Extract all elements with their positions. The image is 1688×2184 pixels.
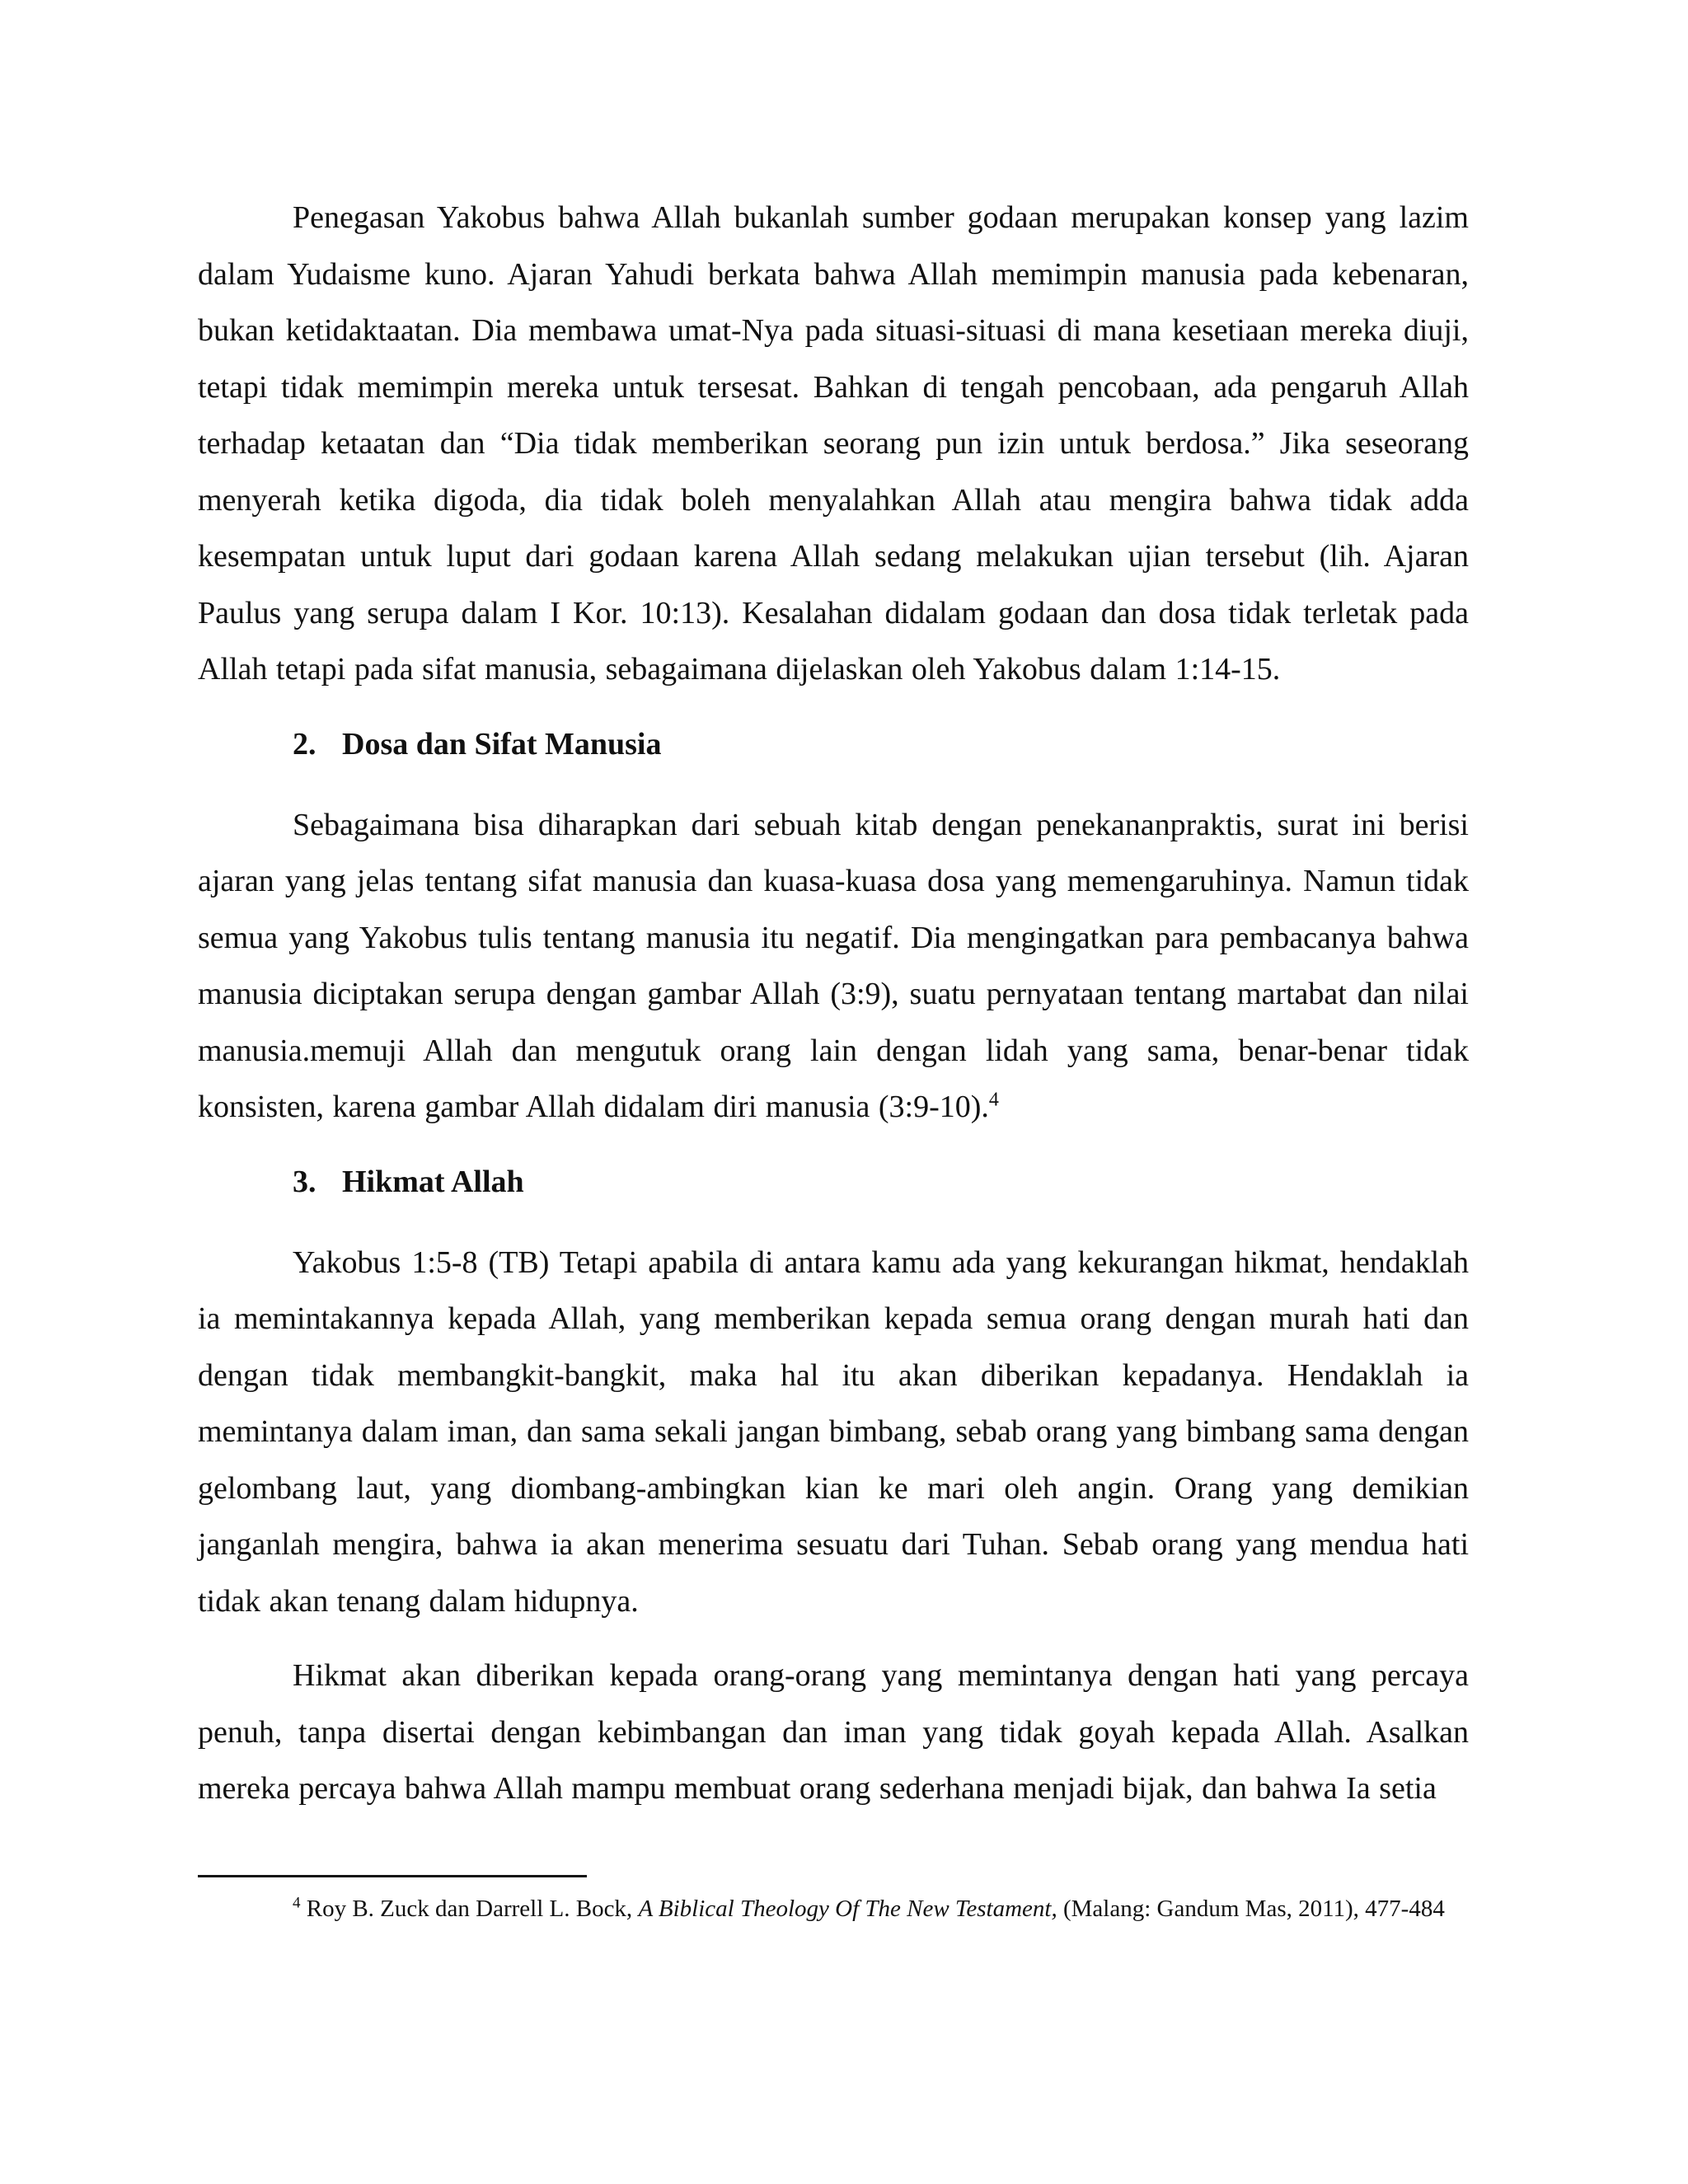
section-number: 2. [293,726,316,762]
paragraph-text: Hikmat akan diberikan kepada orang-orang yang memintanya dengan hati yang percaya penuh, tanpa disertai dengan kebimbangan dan iman yang tidak goyah kepada Allah. Asalkan mereka percaya bahwa Allah mampu membuat orang sederhana menjadi bijak, dan bahwa Ia setia [198,1658,1469,1806]
footnote [198,1892,1469,1925]
paragraph-hikmat [198,1647,1469,1817]
paragraph-text: Sebagaimana bisa diharapkan dari sebuah kitab dengan penekananpraktis, surat ini berisi ajaran yang jelas tentang sifat manusia dan kuasa-kuasa dosa yang memengaruhinya. Namun tidak semua yang Yakobus tulis tentang manusia itu negatif. Dia mengingatkan para pembacanya bahwa manusia diciptakan serupa dengan gambar Allah (3:9), suatu pernyataan tentang martabat dan nilai manusia.memuji Allah dan mengutuk orang lain dengan lidah yang sama, benar-benar tidak konsisten, karena gambar Allah didalam diri manusia (3:9-10). [198,807,1469,1124]
section-heading-dosa [198,716,1469,772]
paragraph-text: Yakobus 1:5-8 (TB) Tetapi apabila di antara kamu ada yang kekurangan hikmat, hendaklah ia memintakannya kepada Allah, yang memberikan kepada semua orang dengan murah hati dan dengan tidak membangkit-bangkit, maka hal itu akan diberikan kepadanya. Hendaklah ia memintanya dalam iman, dan sama sekali jangan bimbang, sebab orang yang bimbang sama dengan gelombang laut, yang diombang-ambingkan kian ke mari oleh angin. Orang yang demikian janganlah mengira, bahwa ia akan menerima sesuatu dari Tuhan. Sebab orang yang mendua hati tidak akan tenang dalam hidupnya. [198,1244,1469,1619]
section-title: Hikmat Allah [342,1164,524,1199]
footnote-book-title: A Biblical Theology Of The New Testament, [638,1896,1057,1922]
paragraph-text: Penegasan Yakobus bahwa Allah bukanlah sumber godaan merupakan konsep yang lazim dalam Yudaisme kuno. Ajaran Yahudi berkata bahwa Allah memimpin manusia pada kebenaran, bukan ketidaktaatan. Dia membawa umat-Nya pada situasi-situasi di mana kesetiaan mereka diuji, tetapi tidak memimpin mereka untuk tersesat. Bahkan di tengah pencobaan, ada pengaruh Allah terhadap ketaatan dan “Dia tidak memberikan seorang pun izin untuk berdosa.” Jika seseorang menyerah ketika digoda, dia tidak boleh menyalahkan Allah atau mengira bahwa tidak adda kesempatan untuk luput dari godaan karena Allah sedang melakukan ujian tersebut (lih. Ajaran Paulus yang serupa dalam I Kor. 10:13). Kesalahan didalam godaan dan dosa tidak terletak pada Allah tetapi pada sifat manusia, sebagaimana dijelaskan oleh Yakobus dalam 1:14-15. [198,200,1469,687]
paragraph-yakobus-quote [198,1235,1469,1630]
section-heading-hikmat [198,1154,1469,1210]
footnote-separator [198,1875,587,1877]
footnote-authors: Roy B. Zuck dan Darrell L. Bock, [306,1896,633,1922]
section-number: 3. [293,1164,316,1199]
footnote-publication: (Malang: Gandum Mas, 2011), 477-484 [1062,1896,1445,1922]
footnote-number: 4 [293,1894,301,1912]
paragraph-sifat-manusia [198,797,1469,1136]
paragraph-yudaisme [198,190,1469,698]
section-title: Dosa dan Sifat Manusia [342,726,662,762]
footnote-reference[interactable]: 4 [988,1089,999,1111]
body-text [198,190,1469,1835]
